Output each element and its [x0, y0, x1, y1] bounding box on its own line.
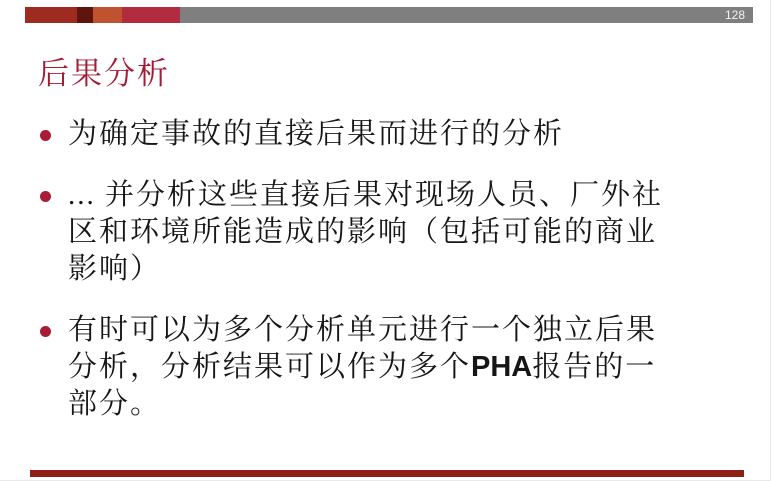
pha-acronym: PHA [471, 351, 533, 383]
decoration-square-3 [93, 7, 122, 23]
bullet-dot-icon [40, 130, 51, 141]
bullet-3-line-2-pre: 分析，分析结果可以作为多个 [68, 351, 472, 383]
bullet-text-3 [68, 312, 657, 423]
bullet-3-line-3: 部分。 [68, 388, 162, 420]
decoration-square-1 [25, 7, 77, 23]
bullet-dot-icon [40, 326, 51, 337]
bullet-item-1 [40, 116, 746, 153]
bullet-3-line-2 [68, 349, 657, 386]
page-number: 128 [724, 8, 745, 22]
slide-title: 后果分析 [38, 56, 170, 91]
top-decoration-bar [25, 7, 753, 23]
decoration-square-4 [122, 7, 180, 23]
bullet-3-line-2-post: 报告的一 [532, 351, 657, 383]
bullet-2-line-1: ... 并分析这些直接后果对现场人员、厂外社 [68, 179, 664, 211]
bullet-3-line-1: 有时可以为多个分析单元进行一个独立后果 [68, 314, 658, 346]
bullet-1-line-1: 为确定事故的直接后果而进行的分析 [68, 118, 565, 150]
page-number-strip [180, 7, 753, 23]
bullet-item-3 [40, 312, 746, 423]
bottom-decoration-bar [30, 470, 744, 477]
bullet-dot-icon [40, 191, 51, 202]
decoration-square-2 [77, 7, 93, 23]
bullet-list [40, 116, 746, 447]
bullet-text-1 [68, 116, 564, 153]
bullet-item-2 [40, 177, 746, 288]
bullet-2-line-2: 区和环境所能造成的影响（包括可能的商业 [68, 216, 658, 248]
bullet-2-line-3: 影响） [68, 253, 162, 285]
bullet-text-2 [68, 177, 663, 288]
